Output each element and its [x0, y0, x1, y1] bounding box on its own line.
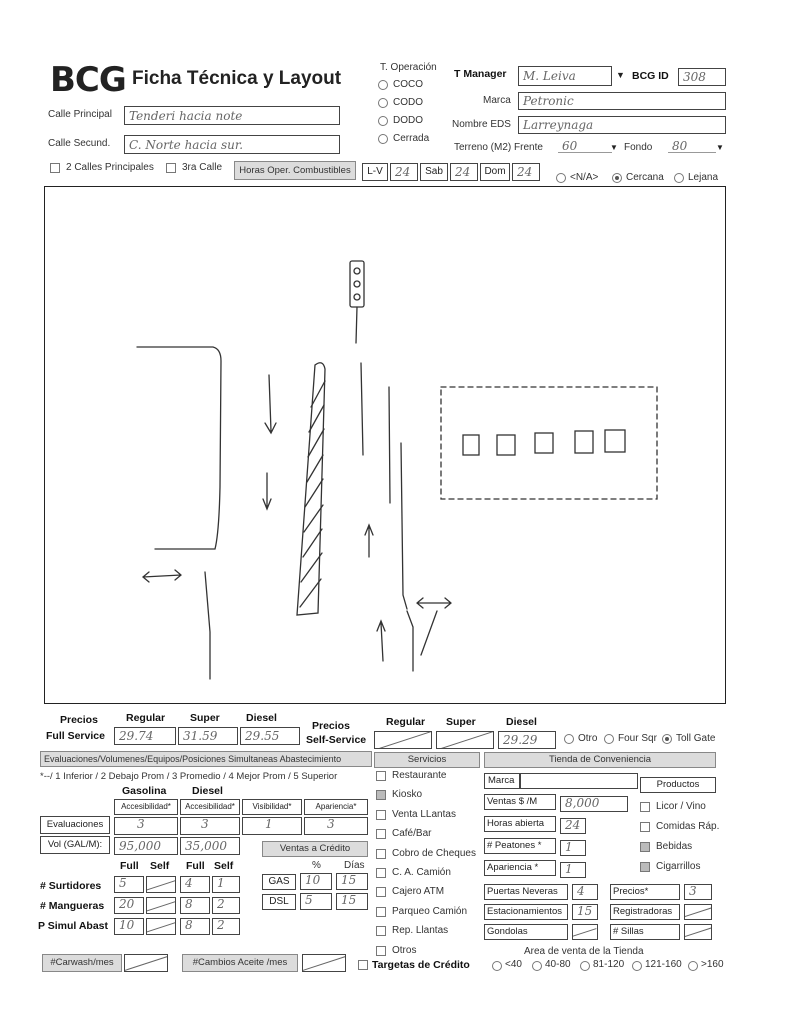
- self-regular-label: Regular: [386, 716, 426, 728]
- nombre-eds-field[interactable]: Larreynaga: [518, 116, 726, 134]
- tercera-calle-checkbox[interactable]: [166, 163, 176, 173]
- servicio-checkbox[interactable]: [376, 868, 386, 878]
- marca-toll-gate: Toll Gate: [676, 733, 716, 744]
- visibilidad-label: Visibilidad*: [242, 799, 302, 815]
- servicio-checkbox[interactable]: [376, 849, 386, 859]
- dos-calles-checkbox[interactable]: [50, 163, 60, 173]
- tarjetas-checkbox[interactable]: [358, 960, 368, 970]
- productos-label: Productos: [640, 777, 716, 793]
- servicios-bar: Servicios: [374, 752, 480, 768]
- apariencia-tienda-field[interactable]: 1: [560, 862, 586, 878]
- bcg-id-field[interactable]: 308: [678, 68, 726, 86]
- radio-toll-gate[interactable]: [662, 734, 672, 744]
- diesel-label: Diesel: [246, 712, 277, 724]
- servicio-checkbox[interactable]: [376, 907, 386, 917]
- mangueras-label: # Mangueras: [40, 900, 105, 912]
- evaluaciones-button[interactable]: Evaluaciones: [40, 816, 110, 834]
- radio-na[interactable]: [556, 173, 566, 183]
- horas-abierta-label: Horas abierta: [484, 816, 556, 832]
- servicio-label: Rep. Llantas: [392, 925, 449, 937]
- mang-dsl-self[interactable]: 2: [212, 897, 240, 914]
- servicio-label: Venta LLantas: [392, 808, 456, 820]
- hand-sketch: [45, 187, 725, 703]
- area-option-label: <40: [505, 959, 522, 970]
- servicio-checkbox[interactable]: [376, 771, 386, 781]
- acc-gas-field[interactable]: 3: [114, 817, 178, 835]
- ubicacion-lejana: Lejana: [688, 172, 719, 183]
- chevron-down-icon[interactable]: ▼: [616, 70, 625, 80]
- full-gas-label: Full: [120, 860, 139, 872]
- layout-drawing-area[interactable]: [44, 186, 726, 704]
- terreno-label: Terreno (M2) Frente: [454, 142, 543, 153]
- servicio-label: Kiosko: [392, 789, 423, 801]
- apariencia-label: Apariencia*: [304, 799, 368, 815]
- servicio-checkbox[interactable]: [376, 829, 386, 839]
- page-title: Ficha Técnica y Layout: [132, 68, 342, 89]
- dos-calles-label: 2 Calles Principales: [66, 162, 154, 173]
- servicio-label: Parqueo Camión: [392, 905, 468, 917]
- servicio-label: C. A. Camión: [392, 867, 451, 878]
- surt-dsl-self[interactable]: 1: [212, 876, 240, 893]
- surt-gas-self[interactable]: [146, 876, 176, 893]
- vol-button[interactable]: Vol (GAL/M):: [40, 836, 110, 854]
- carwash-field[interactable]: [124, 954, 168, 972]
- radio-cerrada[interactable]: [378, 134, 388, 144]
- self-diesel-field[interactable]: 29.29: [498, 731, 556, 749]
- full-super-field[interactable]: 31.59: [178, 727, 238, 745]
- arrow-up-icon: [365, 525, 373, 557]
- ubicacion-cercana: Cercana: [626, 172, 664, 183]
- sim-dsl-self[interactable]: 2: [212, 918, 240, 935]
- precios-self-label: Precios: [312, 720, 350, 732]
- producto-label: Bebidas: [656, 841, 693, 852]
- surtidores-label: # Surtidores: [40, 880, 102, 892]
- servicio-checkbox[interactable]: [376, 946, 386, 956]
- full-service-label: Full Service: [46, 730, 105, 742]
- area-radio[interactable]: [688, 961, 698, 971]
- servicio-checkbox[interactable]: [376, 926, 386, 936]
- arrow-down-icon: [263, 473, 271, 509]
- tienda-marca-field[interactable]: [520, 773, 638, 789]
- radio-dodo[interactable]: [378, 116, 388, 126]
- tarjetas-label: Targetas de Crédito: [372, 959, 470, 971]
- producto-label: Licor / Vino: [656, 801, 706, 812]
- tienda-bar: Tienda de Conveniencia: [484, 752, 716, 768]
- precios-tienda-label: Precios*: [610, 884, 680, 900]
- sillas-field[interactable]: [684, 924, 712, 940]
- tercera-calle-label: 3ra Calle: [182, 162, 223, 173]
- arrow-left-right-icon: [143, 570, 181, 582]
- servicio-label: Restaurante: [392, 770, 447, 781]
- sim-dsl-full[interactable]: 8: [180, 918, 210, 935]
- arrow-up-icon: [377, 621, 385, 661]
- horas-abierta-field[interactable]: 24: [560, 818, 586, 834]
- regular-label: Regular: [126, 712, 166, 724]
- vol-dsl-field[interactable]: 35,000: [180, 837, 240, 855]
- full-diesel-field[interactable]: 29.55: [240, 727, 300, 745]
- visibilidad-field[interactable]: 1: [242, 817, 302, 835]
- calle-secund-field[interactable]: C. Norte hacia sur.: [124, 135, 340, 154]
- radio-lejana[interactable]: [674, 173, 684, 183]
- fondo-field[interactable]: 80: [668, 140, 716, 153]
- bcg-id-label: BCG ID: [632, 70, 669, 82]
- dom-field[interactable]: 24: [512, 163, 540, 181]
- dsl-dias-field[interactable]: 15: [336, 893, 368, 910]
- radio-four-sqr[interactable]: [604, 734, 614, 744]
- self-super-label: Super: [446, 716, 476, 728]
- gondolas-label: Gondolas: [484, 924, 568, 940]
- self-diesel-label: Diesel: [506, 716, 537, 728]
- t-operacion-codo: CODO: [393, 97, 423, 108]
- apariencia-field[interactable]: 3: [304, 817, 368, 835]
- servicio-label: Otros: [392, 944, 417, 956]
- calle-principal-field[interactable]: Tenderi hacia note: [124, 106, 340, 125]
- nombre-eds-label: Nombre EDS: [452, 119, 511, 130]
- chevron-down-icon[interactable]: ▼: [610, 143, 618, 152]
- frente-field[interactable]: 60: [558, 140, 612, 153]
- area-radio[interactable]: [532, 961, 542, 971]
- producto-checkbox[interactable]: [640, 822, 650, 832]
- radio-codo[interactable]: [378, 98, 388, 108]
- median-strip: [297, 363, 325, 615]
- self-super-field[interactable]: [436, 731, 494, 749]
- puertas-field[interactable]: 4: [572, 884, 598, 900]
- peatones-label: # Peatones *: [484, 838, 556, 854]
- self-dsl-label: Self: [214, 860, 234, 872]
- marca-label: Marca: [483, 95, 511, 106]
- apariencia-tienda-label: Apariencia *: [484, 860, 556, 876]
- area-option-label: 121-160: [645, 959, 682, 970]
- lv-label: L-V: [362, 163, 388, 181]
- gas-dias-field[interactable]: 15: [336, 873, 368, 890]
- evaluaciones-bar: Evaluaciones/Volumenes/Equipos/Posiciones Simultaneas Abastecimiento: [40, 751, 372, 767]
- cambios-aceite-button[interactable]: #Cambios Aceite /mes: [182, 954, 298, 972]
- self-regular-field[interactable]: [374, 731, 432, 749]
- radio-otro[interactable]: [564, 734, 574, 744]
- gondolas-field[interactable]: [572, 924, 598, 940]
- producto-checkbox[interactable]: [640, 842, 650, 852]
- diesel-eval-label: Diesel: [192, 785, 223, 797]
- t-operacion-coco: COCO: [393, 79, 423, 90]
- precios-label: Precios: [60, 714, 98, 726]
- mang-dsl-full[interactable]: 8: [180, 897, 210, 914]
- marca-four-sqr: Four Sqr: [618, 733, 657, 744]
- chevron-down-icon[interactable]: ▼: [716, 143, 724, 152]
- precios-tienda-field[interactable]: 3: [684, 884, 712, 900]
- self-service-label: Self-Service: [306, 734, 367, 746]
- sab-field[interactable]: 24: [450, 163, 478, 181]
- t-operacion-dodo: DODO: [393, 115, 423, 126]
- carwash-button[interactable]: #Carwash/mes: [42, 954, 122, 972]
- producto-label: Cigarrillos: [656, 861, 701, 872]
- radio-coco[interactable]: [378, 80, 388, 90]
- lv-field[interactable]: 24: [390, 163, 418, 181]
- horas-oper-button[interactable]: Horas Oper. Combustibles: [234, 161, 356, 180]
- t-manager-label: T Manager: [454, 68, 507, 80]
- marca-otro: Otro: [578, 733, 598, 744]
- servicio-label: Café/Bar: [392, 828, 432, 840]
- estacionamientos-label: Estacionamientos: [484, 904, 568, 920]
- surt-dsl-full[interactable]: 4: [180, 876, 210, 893]
- area-venta-label: Area de venta de la Tienda: [524, 946, 644, 957]
- producto-label: Comidas Ráp.: [656, 821, 720, 832]
- self-gas-label: Self: [150, 860, 170, 872]
- vol-gas-field[interactable]: 95,000: [114, 837, 178, 855]
- road-edge-left: [137, 347, 221, 549]
- dias-label: Días: [344, 860, 365, 871]
- arrow-left-right-icon: [417, 598, 451, 608]
- tienda-marca-label: Marca: [484, 773, 520, 789]
- super-label: Super: [190, 712, 220, 724]
- mang-gas-full[interactable]: 20: [114, 897, 144, 914]
- servicio-checkbox[interactable]: [376, 887, 386, 897]
- t-operacion-cerrada: Cerrada: [393, 133, 430, 144]
- registradoras-label: Registradoras: [610, 904, 680, 920]
- sim-gas-self[interactable]: [146, 918, 176, 935]
- ventas-field[interactable]: 8,000: [560, 796, 628, 812]
- producto-checkbox[interactable]: [640, 802, 650, 812]
- area-radio[interactable]: [580, 961, 590, 971]
- servicio-checkbox[interactable]: [376, 810, 386, 820]
- marca-field[interactable]: Petronic: [518, 92, 726, 110]
- area-radio[interactable]: [492, 961, 502, 971]
- mang-gas-self[interactable]: [146, 897, 176, 914]
- calle-principal-label: Calle Principal: [48, 109, 112, 120]
- fondo-label: Fondo: [624, 142, 653, 153]
- radio-cercana[interactable]: [612, 173, 622, 183]
- producto-checkbox[interactable]: [640, 862, 650, 872]
- dsl-credito-label: DSL: [262, 894, 296, 910]
- full-regular-field[interactable]: 29.74: [114, 727, 176, 745]
- sillas-label: # Sillas: [610, 924, 680, 940]
- servicio-checkbox[interactable]: [376, 790, 386, 800]
- bcg-logo: BCG: [50, 60, 126, 100]
- pct-label: %: [312, 860, 321, 871]
- accesibilidad-gas-label: Accesibilidad*: [114, 799, 178, 815]
- sim-gas-full[interactable]: 10: [114, 918, 144, 935]
- estacionamientos-field[interactable]: 15: [572, 904, 598, 920]
- dom-label: Dom: [480, 163, 510, 181]
- t-manager-field[interactable]: M. Leiva: [518, 66, 612, 86]
- servicio-label: Cobro de Cheques: [392, 847, 476, 859]
- puertas-label: Puertas Neveras: [484, 884, 568, 900]
- dsl-pct-field[interactable]: 5: [300, 893, 332, 910]
- sab-label: Sab: [420, 163, 448, 181]
- full-dsl-label: Full: [186, 860, 205, 872]
- ventas-label: Ventas $ /M: [484, 794, 556, 810]
- peatones-field[interactable]: 1: [560, 840, 586, 856]
- area-radio[interactable]: [632, 961, 642, 971]
- area-option-label: >160: [701, 959, 724, 970]
- calle-secund-label: Calle Secund.: [48, 138, 111, 149]
- t-operacion-label: T. Operación: [380, 62, 437, 73]
- ventas-credito-bar: Ventas a Crédito: [262, 841, 368, 857]
- accesibilidad-dsl-label: Accesibilidad*: [180, 799, 240, 815]
- cambios-aceite-field[interactable]: [302, 954, 346, 972]
- area-option-label: 81-120: [593, 959, 625, 970]
- registradoras-field[interactable]: [684, 904, 712, 920]
- ubicacion-na: <N/A>: [570, 172, 599, 183]
- surt-gas-full[interactable]: 5: [114, 876, 144, 893]
- servicio-label: Cajero ATM: [392, 886, 445, 898]
- simul-abast-label: P Simul Abast: [38, 920, 109, 932]
- scale-text: *--/ 1 Inferior / 2 Debajo Prom / 3 Promedio / 4 Mejor Prom / 5 Superior: [40, 771, 338, 782]
- gas-pct-field[interactable]: 10: [300, 873, 332, 890]
- gas-credito-label: GAS: [262, 874, 296, 890]
- arrow-down-icon: [265, 375, 276, 433]
- gasolina-label: Gasolina: [122, 785, 167, 797]
- acc-dsl-field[interactable]: 3: [180, 817, 240, 835]
- area-option-label: 40-80: [545, 959, 571, 970]
